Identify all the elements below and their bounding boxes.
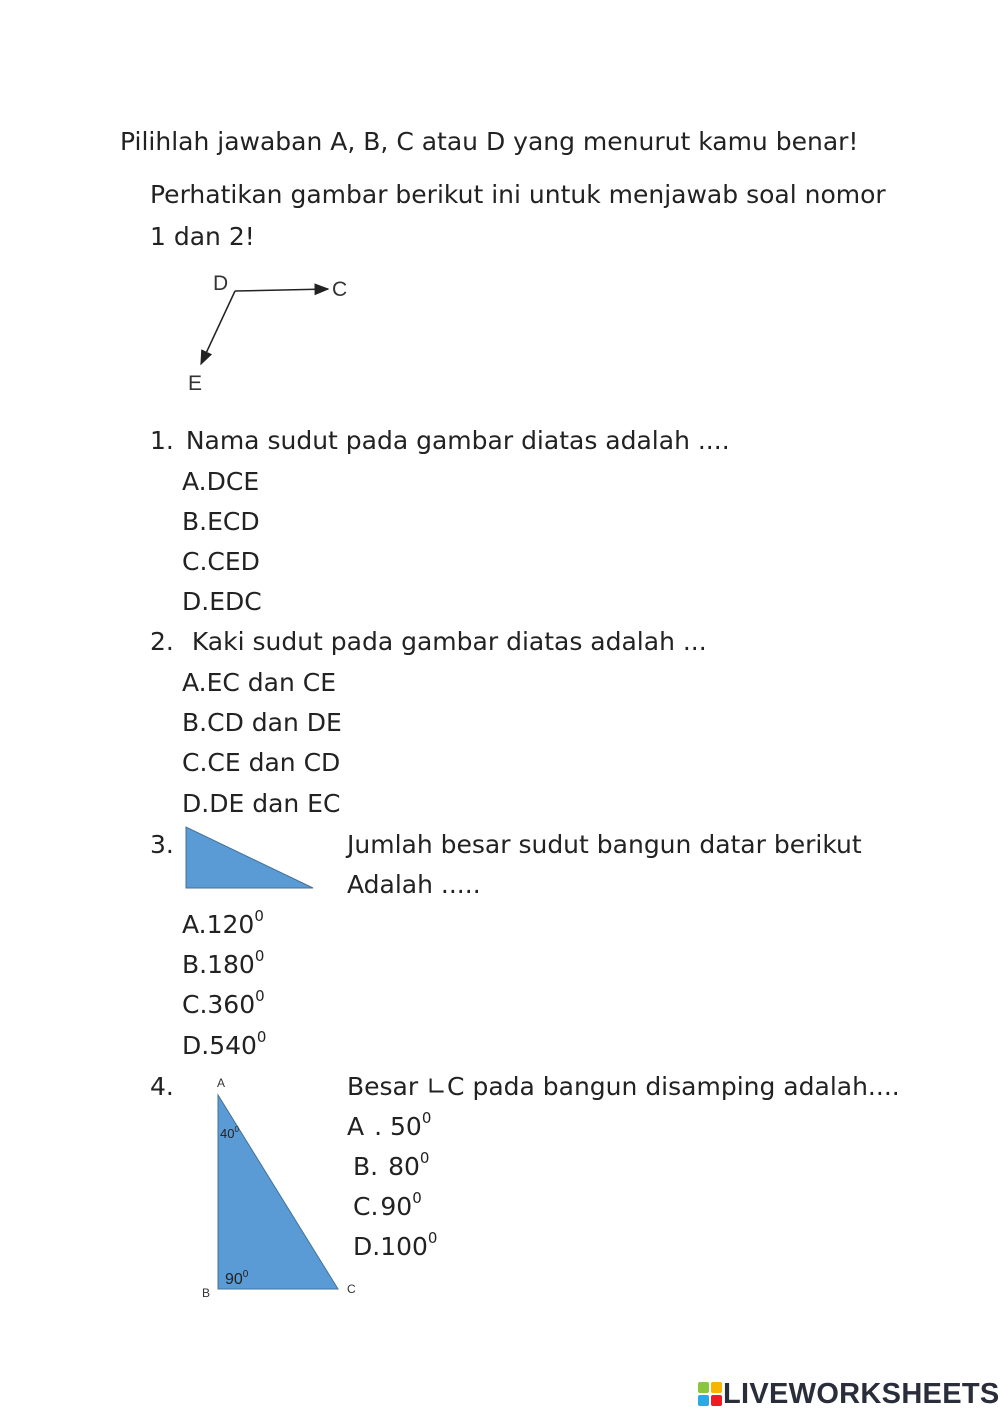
q4-option-b[interactable] bbox=[353, 1148, 430, 1182]
option-letter: C. bbox=[182, 547, 208, 576]
option-letter: B. bbox=[182, 950, 208, 979]
degree-mark: 0 bbox=[254, 946, 265, 965]
option-letter: C. bbox=[182, 748, 208, 777]
option-text: 180 bbox=[207, 950, 255, 979]
label-e: E bbox=[188, 372, 203, 395]
option-letter: A. bbox=[182, 668, 207, 697]
option-text: EDC bbox=[209, 587, 262, 616]
degree-mark: 0 bbox=[255, 986, 265, 1005]
question-3-text-line-2: Adalah ..... bbox=[347, 870, 481, 899]
option-letter: D. bbox=[182, 789, 210, 818]
option-letter: A. bbox=[182, 910, 207, 939]
option-letter: B. bbox=[182, 708, 208, 737]
q2-option-b[interactable] bbox=[182, 708, 342, 738]
option-text: . 50 bbox=[374, 1112, 422, 1141]
option-text: 90 bbox=[380, 1192, 413, 1221]
option-letter: C. bbox=[182, 990, 208, 1019]
label-c: C bbox=[347, 1282, 356, 1296]
option-letter: A. bbox=[182, 467, 207, 496]
degree-mark: 0 bbox=[254, 906, 264, 925]
q4-option-a[interactable] bbox=[347, 1108, 432, 1142]
question-2-text: Kaki sudut pada gambar diatas adalah ... bbox=[191, 627, 707, 656]
q3-option-c[interactable] bbox=[182, 986, 265, 1020]
liveworksheets-brand-text: LIVEWORKSHEETS bbox=[723, 1378, 1000, 1410]
degree-mark: 0 bbox=[256, 1027, 267, 1046]
option-text: DCE bbox=[206, 467, 260, 496]
question-2-number: 2. bbox=[150, 627, 174, 656]
q1-option-a[interactable] bbox=[182, 467, 259, 497]
label-d: D bbox=[213, 272, 229, 295]
option-text: 100 bbox=[380, 1232, 428, 1261]
q1-option-d[interactable] bbox=[182, 587, 262, 617]
option-letter: C. bbox=[353, 1192, 379, 1221]
label-a: A bbox=[217, 1076, 226, 1090]
q3-option-b[interactable] bbox=[182, 946, 265, 980]
q1-option-b[interactable] bbox=[182, 507, 260, 537]
option-letter: B. bbox=[353, 1152, 379, 1181]
question-3-number: 3. bbox=[150, 830, 174, 859]
q1-option-c[interactable] bbox=[182, 547, 260, 577]
option-text: DE dan EC bbox=[209, 789, 341, 818]
option-text: ECD bbox=[207, 507, 260, 536]
option-letter: D. bbox=[353, 1232, 381, 1261]
q2-option-d[interactable] bbox=[182, 789, 340, 819]
option-letter: B. bbox=[182, 507, 208, 536]
question-4-number: 4. bbox=[150, 1072, 174, 1101]
q2-option-c[interactable] bbox=[182, 748, 340, 778]
degree-mark: 0 bbox=[427, 1228, 438, 1247]
option-text: CE dan CD bbox=[207, 748, 341, 777]
ray-de bbox=[201, 291, 235, 364]
angle-figure bbox=[180, 265, 380, 400]
q4-option-d[interactable] bbox=[353, 1228, 438, 1262]
liveworksheets-logo[interactable] bbox=[697, 1377, 1000, 1411]
q3-option-d[interactable] bbox=[182, 1027, 267, 1061]
option-text: CD dan DE bbox=[207, 708, 342, 737]
q4-option-c[interactable] bbox=[353, 1188, 422, 1222]
instruction-text: Pilihlah jawaban A, B, C atau D yang menurut kamu benar! bbox=[120, 127, 859, 156]
ray-dc bbox=[235, 289, 328, 291]
option-letter: A bbox=[347, 1112, 365, 1141]
option-letter: D. bbox=[182, 587, 210, 616]
option-letter: D. bbox=[182, 1031, 210, 1060]
triangle-figure-q4 bbox=[198, 1073, 363, 1303]
triangle-figure-q3 bbox=[185, 826, 315, 890]
label-b: B bbox=[202, 1286, 211, 1300]
intro-line-2: 1 dan 2! bbox=[150, 222, 255, 251]
option-text: 360 bbox=[207, 990, 256, 1019]
option-text: 80 bbox=[388, 1152, 420, 1181]
degree-mark: 0 bbox=[412, 1188, 422, 1207]
right-triangle-shape bbox=[186, 827, 313, 888]
liveworksheets-logo-icon bbox=[697, 1381, 723, 1407]
question-2 bbox=[150, 627, 707, 657]
question-1 bbox=[150, 426, 730, 456]
option-text: 540 bbox=[209, 1031, 257, 1060]
option-text: EC dan CE bbox=[206, 668, 337, 697]
degree-mark: 0 bbox=[419, 1148, 430, 1167]
degree-mark: 0 bbox=[421, 1108, 432, 1127]
question-1-text: Nama sudut pada gambar diatas adalah .... bbox=[185, 426, 730, 455]
label-c: C bbox=[332, 278, 348, 301]
question-3-text-line-1: Jumlah besar sudut bangun datar berikut bbox=[347, 830, 862, 859]
angle-a-value: $40^0$ bbox=[220, 1125, 239, 1141]
angle-b-value: $90^0$ bbox=[225, 1269, 249, 1288]
question-1-number: 1. bbox=[150, 426, 174, 455]
option-text: CED bbox=[207, 547, 260, 576]
question-4-text: Besar ∟C pada bangun disamping adalah.... bbox=[347, 1072, 900, 1101]
option-text: 120 bbox=[206, 910, 255, 939]
intro-line-1: Perhatikan gambar berikut ini untuk menjawab soal nomor bbox=[150, 180, 886, 209]
q3-option-a[interactable] bbox=[182, 906, 264, 940]
q2-option-a[interactable] bbox=[182, 668, 336, 698]
